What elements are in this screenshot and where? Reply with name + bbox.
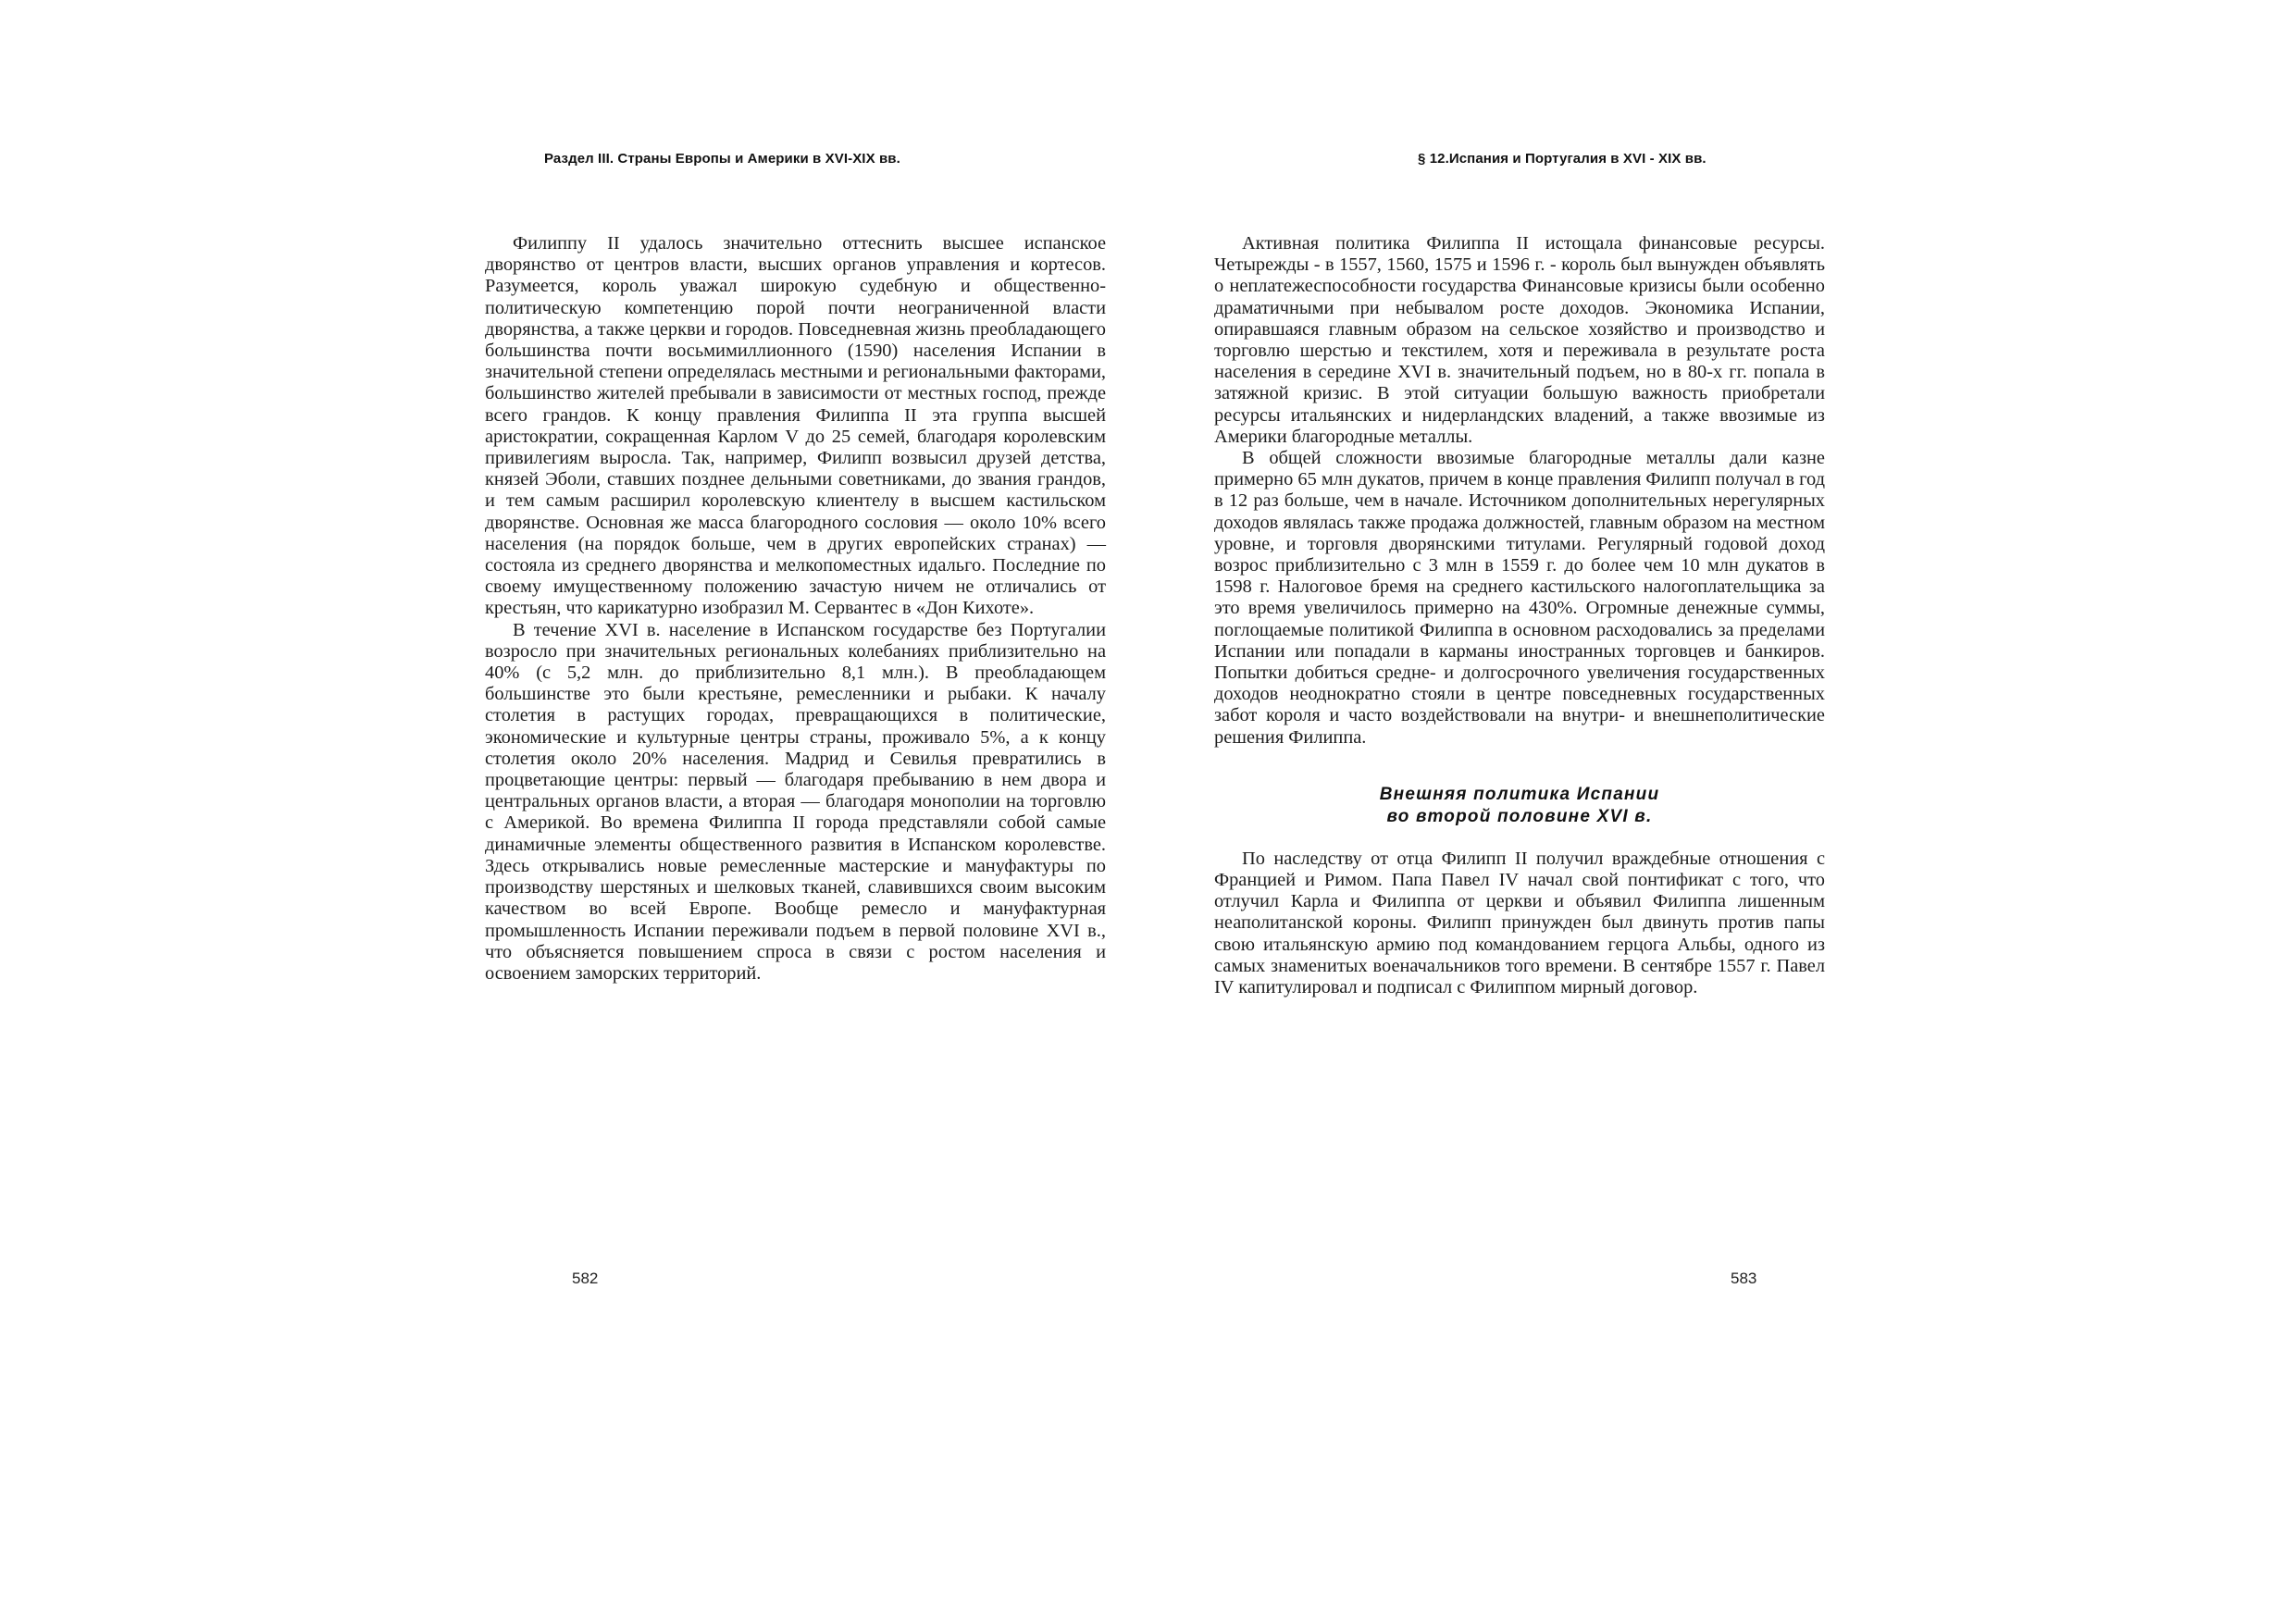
page-number: 583 [1731,1270,1757,1287]
running-head: § 12.Испания и Португалия в XVI - XIX вв. [1418,151,1706,167]
paragraph: Филиппу II удалось значительно оттеснить высшее испанское дворянство от центров власти, высших органов управления и кортесов. Разумеется, король уважал широкую судебную и общественно-политическую компетенцию порой почти неограниченной власти дворянства, а также церкви и городов. Повседневная жизнь преобладающего большинства почти восьмимиллионного (1590) населения Испании в значительной степени определялась местными и региональными факторами, большинство жителей пребывали в зависимости от местных господ, прежде всего грандов. К концу правления Филиппа II эта группа высшей аристократии, сокращенная Карлом V до 25 семей, благодаря королевским привилегиям выросла. Так, например, Филипп возвысил друзей детства, князей Эболи, ставших позднее дельными советниками, до звания грандов, и тем самым расширил королевскую клиентелу в высшем кастильском дворянстве. Основная же масса благородного сословия — около 10% всего населения (на порядок больше, чем в других европейских странах) — состояла из среднего дворянства и мелкопоместных идальго. Последние по своему имущественному положению зачастую ничем не отличались от крестьян, что карикатурно изобразил М. Сервантес в «Дон Кихоте». [485,233,1106,619]
body-text [485,233,1106,985]
right-page [1148,0,2296,1623]
section-heading [1214,784,1825,828]
section-heading-line: Внешняя политика Испании [1379,784,1660,804]
running-head: Раздел III. Страны Европы и Америки в XVI-XIX вв. [544,151,900,167]
paragraph: В общей сложности ввозимые благородные металлы дали казне примерно 65 млн дукатов, причем в конце правления Филипп получал в год в 12 раз больше, чем в начале. Источником дополнительных нерегулярных доходов являлась также продажа должностей, главным образом на местном уровне, и торговля дворянскими титулами. Регулярный годовой доход возрос приблизительно с 3 млн в 1559 г. до более чем 10 млн дукатов в 1598 г. Налоговое бремя на среднего кастильского налогоплательщика за это время увеличилось примерно на 430%. Огромные денежные суммы, поглощаемые политикой Филиппа в основном расходовались за пределами Испании или попадали в карманы иностранных торговцев и банкиров. Попытки добиться средне- и долгосрочного увеличения государственных доходов неоднократно стояли в центре повседневных государственных забот короля и часто воздействовали на внутри- и внешнеполитические решения Филиппа. [1214,448,1825,748]
section-heading-line: во второй половине XVI в. [1386,806,1653,826]
page-number: 582 [572,1270,599,1287]
paragraph: Активная политика Филиппа II истощала финансовые ресурсы. Четырежды - в 1557, 1560, 1575 и 1596 г. - король был вынужден объявлять о неплатежеспособности государства Финансовые кризисы были особенно драматичными при небывалом росте доходов. Экономика Испании, опиравшаяся главным образом на сельское хозяйство и производство и торговлю шерстью и текстилем, хотя и переживала в результате роста населения в середине XVI в. значительный подъем, но в 80-х гг. попала в затяжной кризис. В этой ситуации большую важность приобретали ресурсы итальянских и нидерландских владений, а также ввозимые из Америки благородные металлы. [1214,233,1825,447]
paragraph: По наследству от отца Филипп II получил враждебные отношения с Францией и Римом. Папа Павел IV начал свой понтификат с того, что отлучил Карла и Филиппа от церкви и объявил Филиппа лишенным неаполитанской короны. Филипп принужден был двинуть против папы свою итальянскую армию под командованием герцога Альбы, одного из самых знаменитых военачальников того времени. В сентябре 1557 г. Павел IV капитулировал и подписал с Филиппом мирный договор. [1214,848,1825,998]
body-text [1214,233,1825,998]
paragraph: В течение XVI в. население в Испанском государстве без Португалии возросло при значительных региональных колебаниях приблизительно на 40% (с 5,2 млн. до приблизительно 8,1 млн.). В преобладающем большинстве это были крестьяне, ремесленники и рыбаки. К началу столетия в растущих городах, превращающихся в политические, экономические и культурные центры страны, проживало 5%, а к концу столетия около 20% населения. Мадрид и Севилья превратились в процветающие центры: первый — благодаря пребыванию в нем двора и центральных органов власти, а вторая — благодаря монополии на торговлю с Америкой. Во времена Филиппа II города представляли собой самые динамичные элементы общественного развития в Испанском королевстве. Здесь открывались новые ремесленные мастерские и мануфактуры по производству шерстяных и шелковых тканей, славившихся своим высоким качеством во всей Европе. Вообще ремесло и мануфактурная промышленность Испании переживали подъем в первой половине XVI в., что объясняется повышением спроса в связи с ростом населения и освоением заморских территорий. [485,619,1106,984]
